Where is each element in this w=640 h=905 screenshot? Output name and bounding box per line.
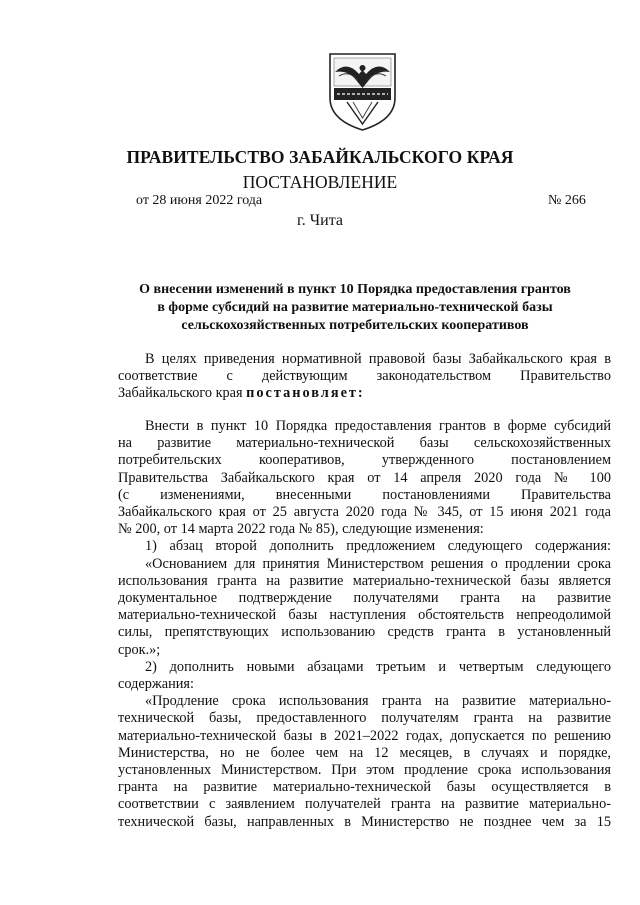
text-line: «Продление срока использования гранта на развитие материально- bbox=[145, 693, 611, 710]
text-line bbox=[118, 385, 611, 402]
text-line: срок.»; bbox=[118, 641, 161, 658]
document-city: г. Чита bbox=[296, 212, 343, 229]
text-line: соответствие с действующим законодательством Правительство bbox=[118, 368, 611, 385]
text-line: силы, препятствующих использованию средств гранта в установленный bbox=[118, 624, 611, 641]
text-line: «Основанием для принятия Министерством решения о продлении срока bbox=[145, 555, 611, 572]
document-type: ПОСТАНОВЛЕНИЕ bbox=[242, 172, 398, 192]
text-line: Министерства, но не более чем на 12 месяцев, в случаях и порядке, bbox=[118, 744, 611, 761]
text-line: материально-технической базы наступления обстоятельств непреодолимой bbox=[118, 607, 611, 624]
text-line: технической базы, направленных в Министерство не позднее чем за 15 bbox=[118, 813, 611, 830]
text-line: потребительских кооперативов, утвержденного постановлением bbox=[118, 452, 611, 469]
document-title bbox=[120, 281, 590, 335]
text-line: 2) дополнить новыми абзацами третьим и четвертым следующего bbox=[145, 658, 611, 675]
text-line: (с изменениями, внесенными постановлениями Правительства bbox=[118, 486, 611, 503]
title-line: О внесении изменений в пункт 10 Порядка предоставления грантов bbox=[139, 282, 571, 297]
coat-of-arms-icon bbox=[325, 50, 400, 132]
text-line: технической базы, предоставленного получателям гранта на развитие bbox=[118, 710, 611, 727]
text-line: гранта на развитие материально-технической базы осуществляется в bbox=[118, 779, 611, 796]
text-line: содержания: bbox=[118, 676, 194, 693]
text-line: В целях приведения нормативной правовой базы Забайкальского края в bbox=[145, 351, 611, 367]
text-line: материально-технической базы в 2021–2022 годах, допускается по решению bbox=[118, 727, 611, 744]
text-line: 1) абзац второй дополнить предложением следующего содержания: bbox=[145, 538, 611, 555]
text-line: Внести в пункт 10 Порядка предоставления грантов в форме субсидий bbox=[145, 418, 611, 434]
document-date: от 28 июня 2022 года bbox=[136, 193, 263, 208]
resolution-keyword: постановляет: bbox=[246, 385, 365, 402]
title-line: сельскохозяйственных потребительских кооперативов bbox=[181, 318, 529, 333]
text-line: соответствии с заявлением получателей гранта на развитие материально- bbox=[118, 796, 611, 813]
text-line: использования гранта на развитие материально-технической базы является bbox=[118, 572, 611, 589]
text-line: Правительства Забайкальского края от 14 апреля 2020 года № 100 bbox=[118, 469, 611, 486]
text-line: № 200, от 14 марта 2022 года № 85), следующие изменения: bbox=[118, 521, 484, 538]
body-text bbox=[118, 418, 611, 831]
text-line: на развитие материально-технической базы сельскохозяйственных bbox=[118, 435, 611, 452]
organization-name: ПРАВИТЕЛЬСТВО ЗАБАЙКАЛЬСКОГО КРАЯ bbox=[126, 147, 514, 167]
text-line: документальное подтверждение получателями гранта на развитие bbox=[118, 590, 611, 607]
document-number: № 266 bbox=[548, 193, 586, 208]
preamble-lead: Забайкальского края bbox=[118, 385, 247, 402]
text-line: Забайкальского края от 25 августа 2020 года № 345, от 15 июня 2021 года bbox=[118, 504, 611, 521]
preamble-paragraph bbox=[118, 351, 611, 403]
text-line: установленных Министерством. При этом продление срока использования bbox=[118, 762, 611, 779]
title-line: в форме субсидий на развитие материально-технической базы bbox=[157, 300, 553, 315]
